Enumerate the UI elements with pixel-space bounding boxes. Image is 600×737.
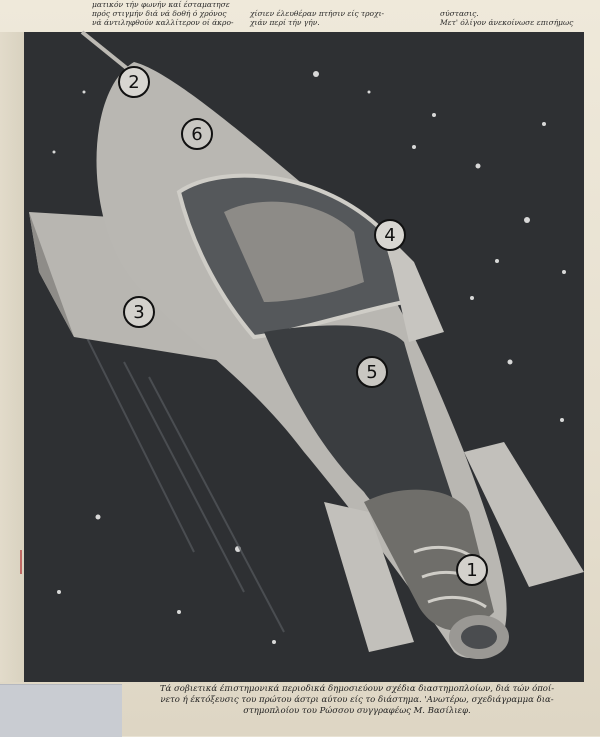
pencil-mark <box>20 550 22 574</box>
label-5 <box>357 357 387 387</box>
label-text: 2 <box>128 72 140 93</box>
label-4 <box>375 220 405 250</box>
label-text: 4 <box>384 225 396 246</box>
text-line: χιάν περί τήν γήν. <box>250 18 320 27</box>
photo-caption <box>122 684 592 717</box>
article-column-right <box>440 0 590 27</box>
text-line: νά άντιληφθούν καλλίτερον οί άκρο- <box>92 18 234 27</box>
text-line: Μετ' όλίγον άνεκοίνωσε επισήμως <box>440 18 574 27</box>
nozzle-opening <box>461 625 497 649</box>
label-1 <box>457 555 487 585</box>
text-line: ματικόν τήν φωνήν καί έσταματησε <box>92 0 230 9</box>
spaceship-drawing <box>24 32 584 682</box>
label-6 <box>182 119 212 149</box>
library-sticker <box>0 684 122 737</box>
article-column-left <box>92 0 234 27</box>
text-line <box>250 0 410 9</box>
label-2 <box>119 67 149 97</box>
label-text: 3 <box>133 302 145 323</box>
label-3 <box>124 297 154 327</box>
nose-antenna <box>82 32 134 74</box>
label-text: 5 <box>366 362 378 383</box>
caption-line: νετο ή έκτόξευσις του πρώτου άστρι αύτου είς το διάστημα. 'Ανωτέρω, σχεδιάγραμμα δια- <box>160 695 554 705</box>
caption-line: Τά σοβιετικά έπιστημονικά περιοδικά δημοσιεύουν σχέδια διαστημοπλοίων, διά τών όποί- <box>159 684 555 694</box>
spaceship-illustration <box>24 32 584 682</box>
caption-line: στημοπλοίου του Ρώσσου συγγραφέως Μ. Βασίλιεφ. <box>243 706 471 716</box>
text-line: σύστασις. <box>440 9 479 18</box>
page-margin <box>0 32 24 682</box>
text-line: χίσιεν έλευθέραν πτήσιν είς τροχι- <box>250 9 385 18</box>
text-line: πρός στιγμήν διά νά δοθή ό χρόνος <box>92 9 227 18</box>
article-column-middle <box>250 0 410 27</box>
label-text: 1 <box>466 560 478 581</box>
text-line <box>440 0 590 9</box>
label-text: 6 <box>191 124 203 145</box>
